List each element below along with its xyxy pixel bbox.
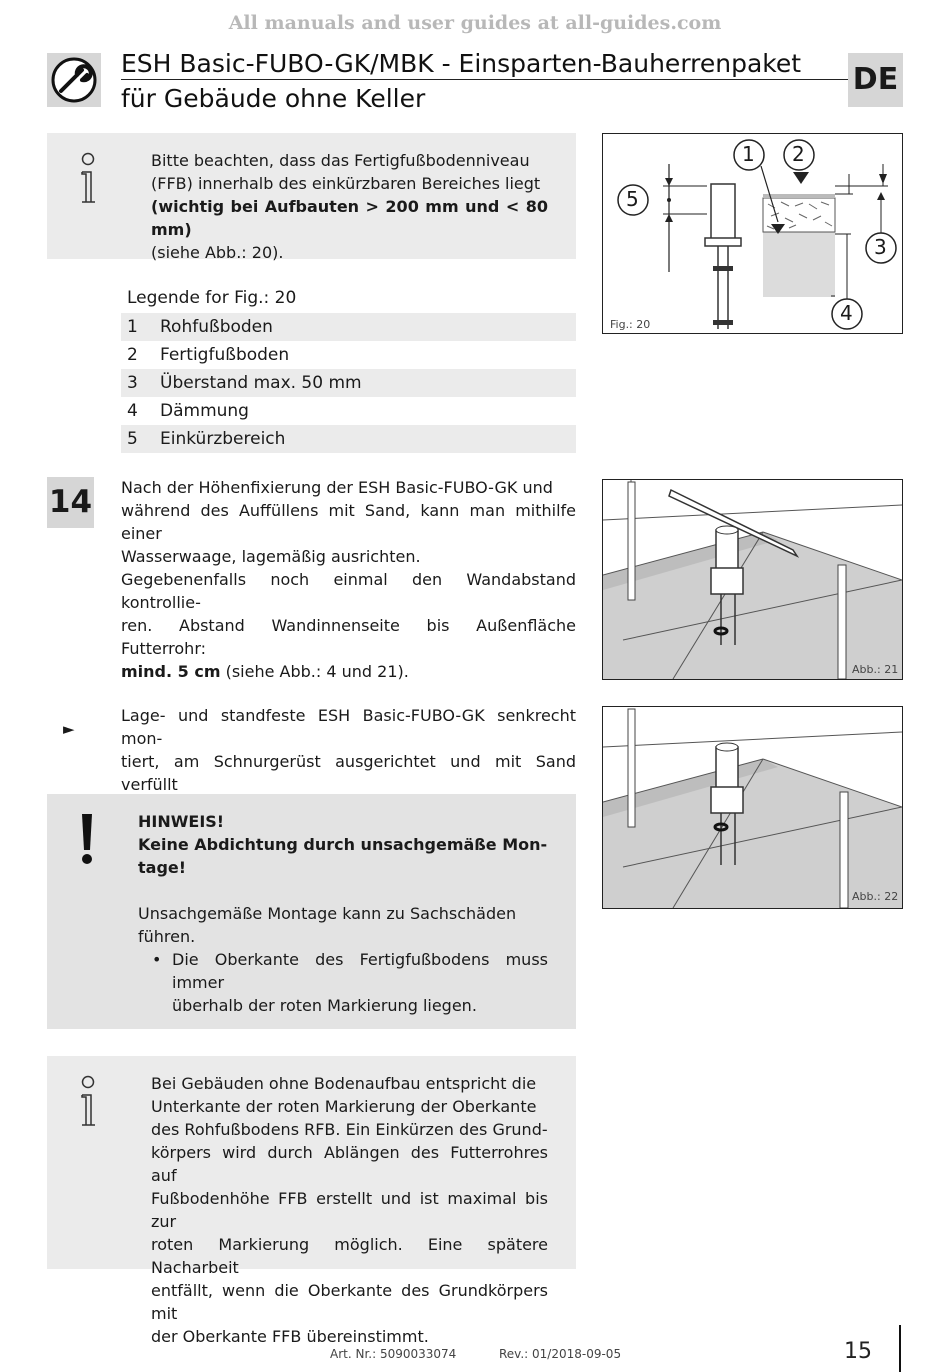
callout-1: 1 bbox=[742, 142, 755, 166]
info2-line: Unterkante der roten Markierung der Oberkante bbox=[151, 1097, 537, 1116]
language-badge: DE bbox=[848, 53, 903, 107]
step14-line4: Gegebenenfalls noch einmal den Wandabstand kontrollie- bbox=[121, 570, 576, 612]
legend-row bbox=[121, 425, 576, 453]
info1-line4: (siehe Abb.: 20). bbox=[151, 243, 284, 262]
info2-line: des Rohfußbodens RFB. Ein Einkürzen des Grund- bbox=[151, 1120, 548, 1139]
action-marker: ► bbox=[63, 720, 75, 738]
warning-bullet-item bbox=[138, 948, 548, 1017]
legend-label: Rohfußboden bbox=[160, 317, 273, 337]
legend-label: Dämmung bbox=[160, 401, 249, 421]
step14-text bbox=[121, 476, 576, 683]
legend-num: 2 bbox=[127, 345, 138, 365]
figure-caption: Abb.: 22 bbox=[852, 890, 899, 903]
bullet: • bbox=[152, 950, 162, 969]
figure-caption: Fig.: 20 bbox=[610, 318, 651, 331]
action-line2: tiert, am Schnurgerüst ausgerichtet und mit Sand verfüllt bbox=[121, 752, 576, 794]
page-number: 15 bbox=[844, 1339, 872, 1364]
step14-rest: (siehe Abb.: 4 und 21). bbox=[220, 662, 409, 681]
info2-line: Bei Gebäuden ohne Bodenaufbau entspricht die bbox=[151, 1074, 537, 1093]
info-icon bbox=[77, 1075, 97, 1133]
warning-box bbox=[47, 794, 576, 1029]
exclamation-icon bbox=[79, 812, 95, 870]
warning-line2: führen. bbox=[138, 927, 196, 946]
legend-num: 3 bbox=[127, 373, 138, 393]
page-marker bbox=[899, 1325, 901, 1372]
info2-line: der Oberkante FFB übereinstimmt. bbox=[151, 1327, 429, 1346]
figure-21 bbox=[602, 479, 903, 680]
info2-line: Fußbodenhöhe FFB erstellt und ist maximal bis zur bbox=[151, 1189, 548, 1231]
legend-label: Einkürzbereich bbox=[160, 429, 286, 449]
step14-line5: ren. Abstand Wandinnenseite bis Außenfläche Futterrohr: bbox=[121, 616, 576, 658]
step14-line2: während des Auffüllens mit Sand, kann man mithilfe einer bbox=[121, 501, 576, 543]
revision: Rev.: 01/2018-09-05 bbox=[499, 1347, 622, 1361]
legend-label: Überstand max. 50 mm bbox=[160, 373, 362, 393]
title-divider bbox=[121, 79, 848, 80]
legend-title: Legende for Fig.: 20 bbox=[127, 288, 297, 308]
legend-num: 5 bbox=[127, 429, 138, 449]
legend-row bbox=[121, 397, 576, 425]
legend-row bbox=[121, 341, 576, 369]
legend-row bbox=[121, 369, 576, 397]
info1-line3: (wichtig bei Aufbauten > 200 mm und < 80 mm) bbox=[151, 197, 548, 239]
article-number: Art. Nr.: 5090033074 bbox=[330, 1347, 457, 1361]
info-note-1 bbox=[47, 133, 576, 262]
callout-3: 3 bbox=[874, 235, 887, 259]
bullet-line2: überhalb der roten Markierung liegen. bbox=[172, 996, 477, 1015]
legend-row bbox=[121, 313, 576, 341]
info1-line1: Bitte beachten, dass das Fertigfußbodenniveau bbox=[151, 151, 530, 170]
spacer bbox=[138, 879, 548, 902]
callout-2: 2 bbox=[792, 142, 805, 166]
legend-label: Fertigfußboden bbox=[160, 345, 290, 365]
warning-subheading2: tage! bbox=[138, 858, 187, 877]
step14-bold: mind. 5 cm bbox=[121, 662, 221, 681]
bullet-line1: Die Oberkante des Fertigfußbodens muss immer bbox=[172, 950, 548, 992]
info2-line: entfällt, wenn die Oberkante des Grundkörpers mit bbox=[151, 1281, 548, 1323]
page-title-line2: für Gebäude ohne Keller bbox=[121, 84, 426, 113]
step-number: 14 bbox=[47, 477, 94, 528]
info-note-2 bbox=[47, 1056, 576, 1346]
legend-num: 4 bbox=[127, 401, 138, 421]
callout-5: 5 bbox=[626, 187, 639, 211]
legend-num: 1 bbox=[127, 317, 138, 337]
watermark: All manuals and user guides at all-guides.com bbox=[228, 12, 722, 34]
info2-line: roten Markierung möglich. Eine spätere Nacharbeit bbox=[151, 1235, 548, 1277]
callout-4: 4 bbox=[840, 301, 853, 325]
figure-20 bbox=[602, 133, 903, 334]
info2-line: körpers wird durch Ablängen des Futterrohres auf bbox=[151, 1143, 548, 1185]
warning-line1: Unsachgemäße Montage kann zu Sachschäden bbox=[138, 904, 517, 923]
warning-heading: HINWEIS! bbox=[138, 812, 225, 831]
warning-subheading1: Keine Abdichtung durch unsachgemäße Mon- bbox=[138, 835, 548, 854]
step14-line6 bbox=[121, 660, 576, 683]
figure-caption: Abb.: 21 bbox=[852, 663, 899, 676]
figure-22 bbox=[602, 706, 903, 909]
info1-line2: (FFB) innerhalb des einkürzbaren Bereiches liegt bbox=[151, 174, 541, 193]
action-line1: Lage- und standfeste ESH Basic-FUBO-GK senkrecht mon- bbox=[121, 706, 576, 748]
step14-line1: Nach der Höhenfixierung der ESH Basic-FUBO-GK und bbox=[121, 478, 553, 497]
page-title-line1: ESH Basic-FUBO-GK/MBK - Einsparten-Bauherrenpaket bbox=[121, 49, 802, 78]
wrench-icon bbox=[47, 53, 101, 107]
step14-line3: Wasserwaage, lagemäßig ausrichten. bbox=[121, 547, 421, 566]
info-icon bbox=[77, 152, 97, 210]
